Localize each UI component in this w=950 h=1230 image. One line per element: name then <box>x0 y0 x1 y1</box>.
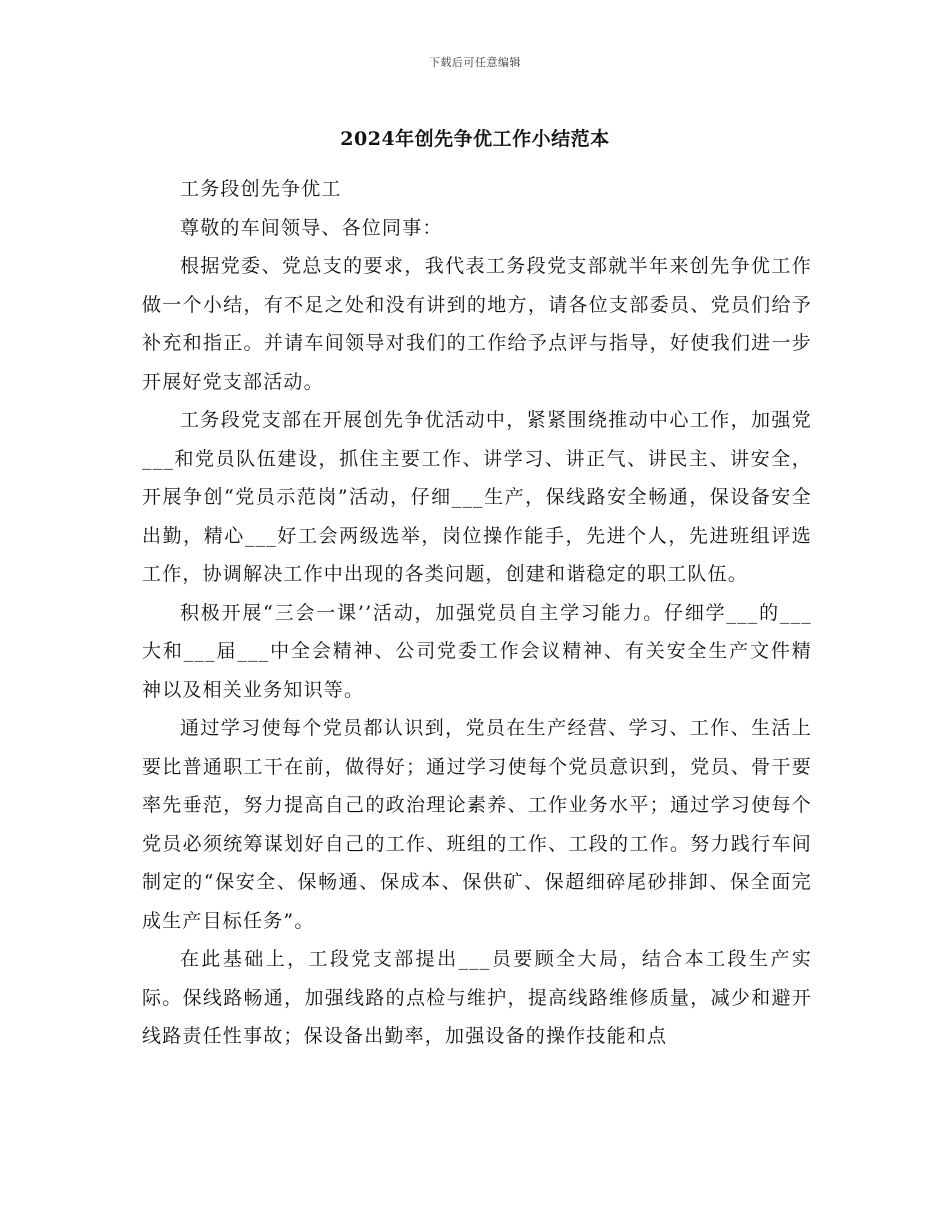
paragraph: 在此基础上，工段党支部提出___员要顾全大局，结合本工段生产实际。保线路畅通，加强线路的点检与维护，提高线路维修质量，减少和避开线路责任性事故；保设备出勤率，加强设备的操作技能和点 <box>142 948 812 1047</box>
document-title: 2024年创先争优工作小结范本 <box>340 128 610 150</box>
paragraph: 积极开展“三会一课’’活动，加强党员自主学习能力。仔细学___的___大和___届___中全会精神、公司党委工作会议精神、有关安全生产文件精神以及相关业务知识等。 <box>142 601 812 701</box>
paragraph: 通过学习使每个党员都认识到，党员在生产经营、学习、工作、生活上要比普通职工干在前，做得好；通过学习使每个党员意识到，党员、骨干要率先垂范，努力提高自己的政治理论素养、工作业务水平；通过学习使每个党员必须统筹谋划好自己的工作、班组的工作、工段的工作。努力践行车间制定的“保安全、保畅通、保成本、保供矿、保超细碎尾砂排卸、保全面完成生产目标任务”。 <box>142 717 812 932</box>
header-note: 下载后可任意编辑 <box>429 56 521 69</box>
paragraph: 根据党委、党总支的要求，我代表工务段党支部就半年来创先争优工作做一个小结，有不足之处和没有讲到的地方，请各位支部委员、党员们给予补充和指正。并请车间领导对我们的工作给予点评与指导，好使我们进一步开展好党支部活动。 <box>142 255 812 393</box>
paragraph: 尊敬的车间领导、各位同事： <box>180 216 443 239</box>
paragraph: 工务段党支部在开展创先争优活动中，紧紧围绕推动中心工作，加强党___和党员队伍建设，抓住主要工作、讲学习、讲正气、讲民主、讲安全，开展争创“党员示范岗”活动，仔细___生产，保线路安全畅通，保设备安全出勤，精心___好工会两级选举，岗位操作能手，先进个人，先进班组评选工作，协调解决工作中出现的各类问题，创建和谐稳定的职工队伍。 <box>142 409 812 585</box>
paragraph: 工务段创先争优工 <box>180 178 342 200</box>
document-body <box>142 170 812 1056</box>
